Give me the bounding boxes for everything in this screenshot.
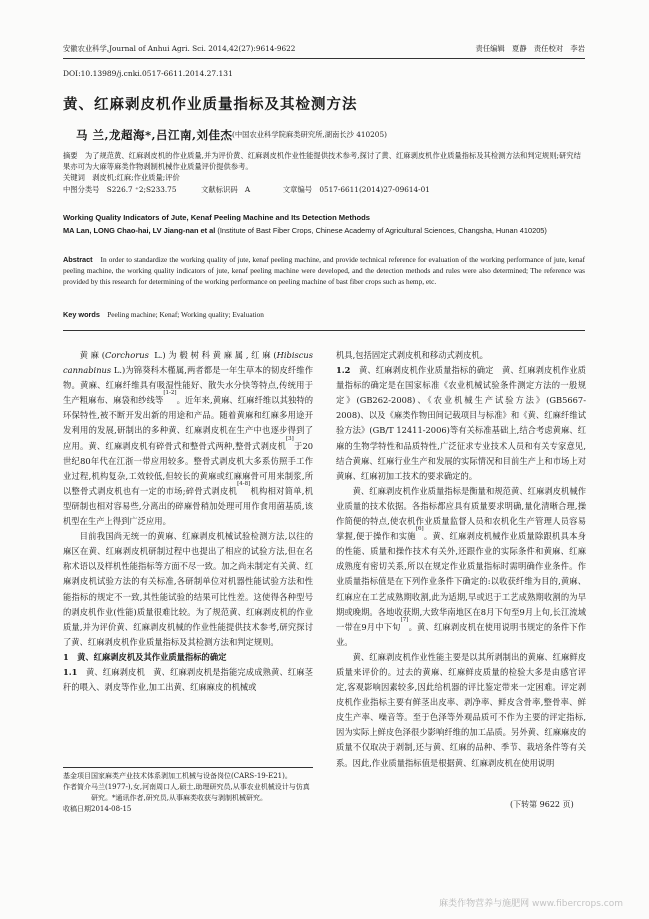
cn-classification (63, 185, 430, 195)
cn-keywords-label: 关键词 (63, 173, 85, 182)
received-label: 收稿日期 (63, 805, 91, 813)
article-id-label: 文章编号 (282, 185, 313, 194)
clc-label: 中图分类号 (63, 185, 100, 194)
abstract-rule (63, 330, 585, 331)
section-1-2: 1.2 黄、红麻剥皮机作业质量指标的确定 黄、红麻剥皮机作业质量指标的确定是在国家标准《农业机械试验条件测定方法的一般规定》(GB262-2008)、《农业机械生产试验方法》(GB5667-2008)、以及《麻类作物田间记载项目与标准》和《黄、红麻纤维试验方法》(GB/T 12411-2006)等有关标准基础上,结合考虑黄麻、红麻的生物学特性和品质特性,广泛征求专业技术人员和有关专家意见,结合黄麻、红麻行业生产和发展的实际情况和目前生产上和市场上对黄麻、红麻初加工技术的要求确定的。 (336, 365, 586, 481)
intro-paragraph-1: 黄麻(Corchorus L.)为椴树科黄麻属,红麻(Hibiscus cannabinus L.)为锦葵科木槿属,两者都是一年生草本的韧皮纤维作物。黄麻、红麻纤维具有吸湿性能好、散失水分快等特点,传统用于生产粗麻布、麻袋和纱线等[1-2]。近年来,黄麻、红麻纤维以其独特的环保特性,被不断开发出新的用途和产品。随着黄麻和红麻多用途开发利用的发展,研制出的多种黄、红麻剥皮机在生产中也逐步得到了应用。黄、红麻剥皮机有碎骨式和整骨式两种,整骨式剥皮机[3]于20世纪80年代在江浙一带应用较多。整骨式剥皮机大多系仿照手工作业过程,机构复杂,工效较低,但较长的黄麻或红麻麻骨可用来制浆,所以整骨式剥皮机也有一定的市场;碎骨式剥皮机[4-8]机构相对简单,机型研制也相对容易些,分离出的碎麻骨稍加处理可用作食用菌基质,该机型在生产上得到广泛应用。 (63, 350, 313, 527)
journal-header: 安徽农业科学,Journal of Anhui Agri. Sci. 2014,42(27):9614-9622 (63, 44, 296, 53)
editor-header: 责任编辑 夏静 责任校对 李岩 (475, 44, 585, 53)
watermark-cn: 麻类作物营养与施肥网 (439, 899, 530, 909)
left-column (63, 348, 313, 695)
received-date: 2014-08-15 (91, 805, 132, 813)
footnote (63, 771, 313, 815)
clc-value: S226.7 ⁺2;S233.75 (106, 185, 177, 194)
intro-paragraph-2: 目前我国尚无统一的黄麻、红麻剥皮机械试验检测方法,以往的麻区在黄、红麻剥皮机研制过程中也提出了相应的试验方法,但在名称术语以及样机性能指标等方面不尽一致。加之尚未制定有关黄、红麻剥皮机试验方法的有关标准,各研制单位对机器性能试验方法和性能指标的规定不一致,其性能试验的结果可比性差。这使得各种型号的剥皮机作业(性能)质量很难比较。为了规范黄、红麻剥皮机的作业质量,并为评价黄、红麻剥皮机械的作业性能提供技术参考,研究探讨了黄、红麻剥皮机作业质量指标及其检测方法和判定规则。 (63, 531, 313, 647)
section-1-1: 1.1 黄、红麻剥皮机 黄、红麻剥皮机是指能完成成熟黄、红麻茎秆的喂入、剥皮等作业,加工出黄、红麻麻皮的机械或 (63, 666, 313, 693)
authors: 马 兰,龙超海*,吕江南,刘佳杰 (76, 128, 233, 142)
fund-label: 基金项目 (63, 772, 91, 780)
doi: DOI:10.13989/j.cnki.0517-6611.2014.27.131 (63, 69, 233, 78)
en-author-names: MA Lan, LONG Chao-hai, LV Jiang-nan et al (63, 226, 216, 235)
cn-abstract (63, 150, 585, 172)
code-label: 文献标识码 (201, 185, 238, 194)
section-1-2-paragraph-3: 黄、红麻剥皮机作业性能主要是以其所剥制出的黄麻、红麻鲜皮质量来评价的。过去的黄麻、红麻鲜皮质量的检验大多是由感官评定,客观影响因素较多,因此给机器的评比鉴定带来一定困难。评定剥皮机作业指标主要有鲜茎出皮率、剥净率、鲜皮含骨率,整骨率、鲜皮生产率、噪音等。至于色泽等外观品质可不作为主要的评定指标,因为实际上鲜皮色泽很少影响纤维的加工品质。另外黄、红麻麻皮的质量不仅取决于剥制,还与黄、红麻的品种、季节、栽培条件等有关系。因此,作业质量指标值是根据黄、红麻剥皮机在使用说明 (336, 651, 586, 768)
section-1-heading: 1 黄、红麻剥皮机及其作业质量指标的确定 (63, 651, 227, 662)
cn-abstract-text: 为了规范黄、红麻剥皮机的作业质量,并为评价黄、红麻剥皮机作业性能提供技术参考,探讨了黄、红麻剥皮机作业质量指标及其检测方法和判定规则;研究结果亦可为大麻等麻类作物剥制机械作业质量评价提供参考。 (63, 151, 581, 171)
en-keywords-label: Key words (63, 310, 100, 319)
section-1-1-cont: 机具,包括固定式剥皮机和移动式剥皮机。 (336, 350, 488, 360)
cn-abstract-label: 摘要 (63, 151, 78, 160)
en-keywords-text: Peeling machine; Kenaf; Working quality; Evaluation (107, 310, 264, 319)
author-bio-label: 作者简介 (63, 783, 91, 791)
cn-keywords (63, 173, 180, 183)
author-bio-text: 马兰(1977-),女,河南周口人,硕士,助理研究员,从事农业机械设计与仿真研究。*通讯作者,研究员,从事麻类收获与剥制机械研究。 (91, 783, 310, 802)
en-abstract-text: In order to standardize the working quality of jute, kenaf peeling machine, and provide technical reference for evaluation of the working performance of jute, kenaf peeling machine, the working quality indicators of jute, kenaf peeling machine were developed, and the detection methods and rules were also determined; The reference was provided by this research for determining of the working performance on peeling machine of bast fiber crops such as hemp, etc. (63, 255, 586, 287)
watermark-en: www.fibercrops.com (532, 899, 623, 909)
header-rule (63, 58, 585, 59)
footnote-rule (63, 767, 313, 768)
en-authors (63, 225, 585, 236)
watermark (439, 896, 623, 909)
en-abstract-label: Abstract (63, 255, 93, 264)
en-title: Working Quality Indicators of Jute, Kenaf Peeling Machine and Its Detection Methods (63, 213, 371, 222)
en-affiliation: (Institute of Bast Fiber Crops, Chinese Academy of Agricultural Sciences, Changsha, Hunan 410205) (217, 226, 547, 235)
right-column (336, 348, 586, 771)
section-1-2-paragraph-2: 黄、红麻剥皮机作业质量指标是衡量和规范黄、红麻剥皮机械作业质量的技术依据。各指标都应具有质量要求明确,量化清晰合理,操作简便的特点,使农机作业质量监督人员和农机化生产管理人员容易掌握,便于操作和实施[6]。黄、红麻剥皮机械作业质量除跟机具本身的性能、质量和操作技术有关外,还跟作业的实际条件和黄麻、红麻成熟度有密切关系,所以在规定作业质量指标时需明确作业条件。作业质量指标值是在下列作业条件下确定的:以收获纤维为目的,黄麻、红麻应在工艺成熟期收割,此为适期,早或迟于工艺成熟期收割的为早期或晚期。各地收获期,大致华南地区在8月下旬至9月上旬,长江流域一带在9月中下旬[7]。黄、红麻剥皮机在使用说明书规定的条件下作业。 (336, 485, 586, 647)
en-keywords (63, 310, 264, 320)
en-abstract (63, 254, 585, 288)
continued-note: (下转第 9622 页) (510, 800, 574, 809)
affiliation: (中国农业科学院麻类研究所,湖南长沙 410205) (232, 129, 387, 139)
code-value: A (244, 185, 251, 194)
fund-text: 国家麻类产业技术体系剥加工机械与设备岗位(CARS-19-E21)。 (91, 772, 292, 780)
paper-title: 黄、红麻剥皮机作业质量指标及其检测方法 (63, 96, 358, 113)
cn-keywords-text: 剥皮机;红麻;作业质量;评价 (92, 173, 180, 182)
article-id-value: 0517-6611(2014)27-09614-01 (319, 185, 430, 194)
